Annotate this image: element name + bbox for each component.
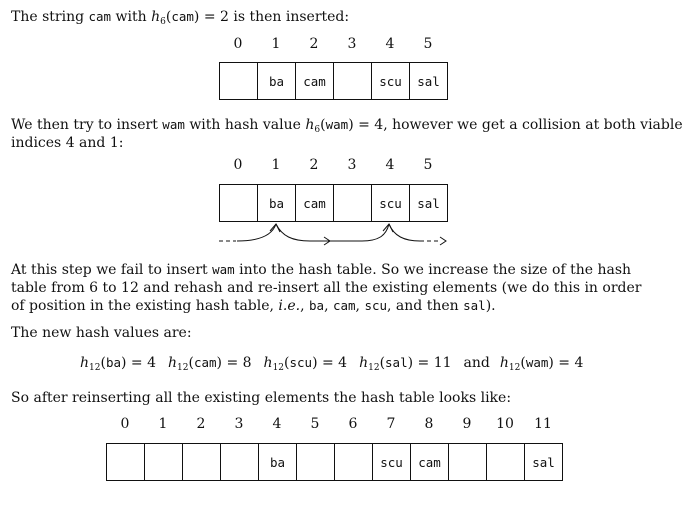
step1-text: The string cam with $h_6(cam) = 2$ is then inserted: [11,9,350,27]
probe-arrows [0,0,698,260]
table-index: 5 [423,36,433,52]
step3-ie: i.e. [278,298,301,314]
step3-word-ba: ba [309,298,325,313]
hash-term: $h_{12}(ba) = 4$ [80,355,157,373]
step2-hash-arg: wam [325,117,349,132]
step1-hash-fn: h [151,9,161,25]
step2-hash-sub: 6 [314,125,321,135]
table-cell: sal [409,184,448,222]
hash-term: $h_{12}(wam) = 4$ [499,355,584,373]
table-cell [182,443,221,481]
table-cell: sal [524,443,563,481]
table-index: 4 [385,36,395,52]
table-cell [106,443,145,481]
step3-text-b: into the hash table. So we increase the size of the hash table from 6 to 12 and rehash and re-insert all the existing elements (we do this in order of position in the existing hash table, [11,262,642,314]
step3-word-sal: sal [463,298,486,313]
hash-term: $h_{12}(scu) = 4$ [263,355,348,373]
hash-term: $h_{12}(sal) = 11$ [359,355,452,373]
step1-text-before: The string [11,9,89,25]
step3-text-e: , [355,298,365,314]
step3-word-scu: scu [364,298,388,313]
table-index: 4 [385,157,395,173]
step4-text: The new hash values are: [11,325,192,341]
table-index: 11 [534,416,552,432]
table-cell [220,443,259,481]
table-cell [334,443,373,481]
table-index: 3 [234,416,244,432]
table-index: 3 [347,36,357,52]
table-index: 1 [271,36,281,52]
table-cell: ba [257,184,296,222]
table-index: 8 [424,416,434,432]
table-index: 0 [233,157,243,173]
table-cell: cam [410,443,449,481]
step2-hash-fn: h [305,117,315,133]
step3-text-d: , [324,298,333,314]
table-index: 1 [158,416,168,432]
table-index: 6 [348,416,358,432]
step3-word: wam [212,262,235,277]
table-index: 5 [423,157,433,173]
step3-text-g: ). [485,298,496,314]
step1-word: cam [88,9,112,24]
step3-text-f: , and then [387,298,464,314]
table-cell: scu [372,443,411,481]
step2-line1: We then try to insert wam with hash value $h_6(wam) = 4$, however we get a collision at both viable [11,117,683,135]
step3-text [11,261,656,315]
step2-word: wam [162,117,185,132]
step3-text-c: , [300,298,309,314]
table-cell [296,443,335,481]
table-cell: scu [371,184,410,222]
step3-text-a: At this step we fail to insert [11,262,213,278]
table-index: 0 [233,36,243,52]
table-index: 4 [272,416,282,432]
step5-text: So after reinserting all the existing elements the hash table looks like: [11,390,512,406]
step1-hash-arg: cam [171,9,194,24]
table-cell: scu [371,62,410,100]
table-cell [486,443,525,481]
probe-arrow-to-index1 [237,224,276,241]
table-index: 5 [310,416,320,432]
table-index: 9 [462,416,472,432]
table-cell: ba [257,62,296,100]
table-index: 0 [120,416,130,432]
hash-term: $h_{12}(cam) = 8$ [168,355,252,373]
table-index: 7 [386,416,396,432]
step1-text-after: ) = 2 is then inserted: [193,9,350,25]
step2-line2: indices 4 and 1: [11,135,124,151]
probe-arrowhead-end [440,237,446,245]
table-index: 2 [309,157,319,173]
table-cell: cam [295,184,334,222]
table-cell [144,443,183,481]
table-cell: cam [295,62,334,100]
probe-arrow-index1-to-index4 [276,224,389,241]
step2-text-c: ) = 4, however we get a collision at both viable [348,117,683,133]
and-word: and [463,355,490,371]
step3-word-cam: cam [332,298,356,313]
table-index: 3 [347,157,357,173]
step1-text-mid: with [111,9,152,25]
probe-arrow-index4-out [389,224,420,241]
table-index: 2 [309,36,319,52]
table-index: 2 [196,416,206,432]
table-index: 1 [271,157,281,173]
hash-values-equation [80,355,595,371]
table-cell [448,443,487,481]
step2-text-b: with hash value [184,117,306,133]
table-cell: ba [258,443,297,481]
table-index: 10 [496,416,514,432]
step1-hash-sub: 6 [160,17,166,27]
table-cell: sal [409,62,448,100]
step2-text-a: We then try to insert [11,117,163,133]
